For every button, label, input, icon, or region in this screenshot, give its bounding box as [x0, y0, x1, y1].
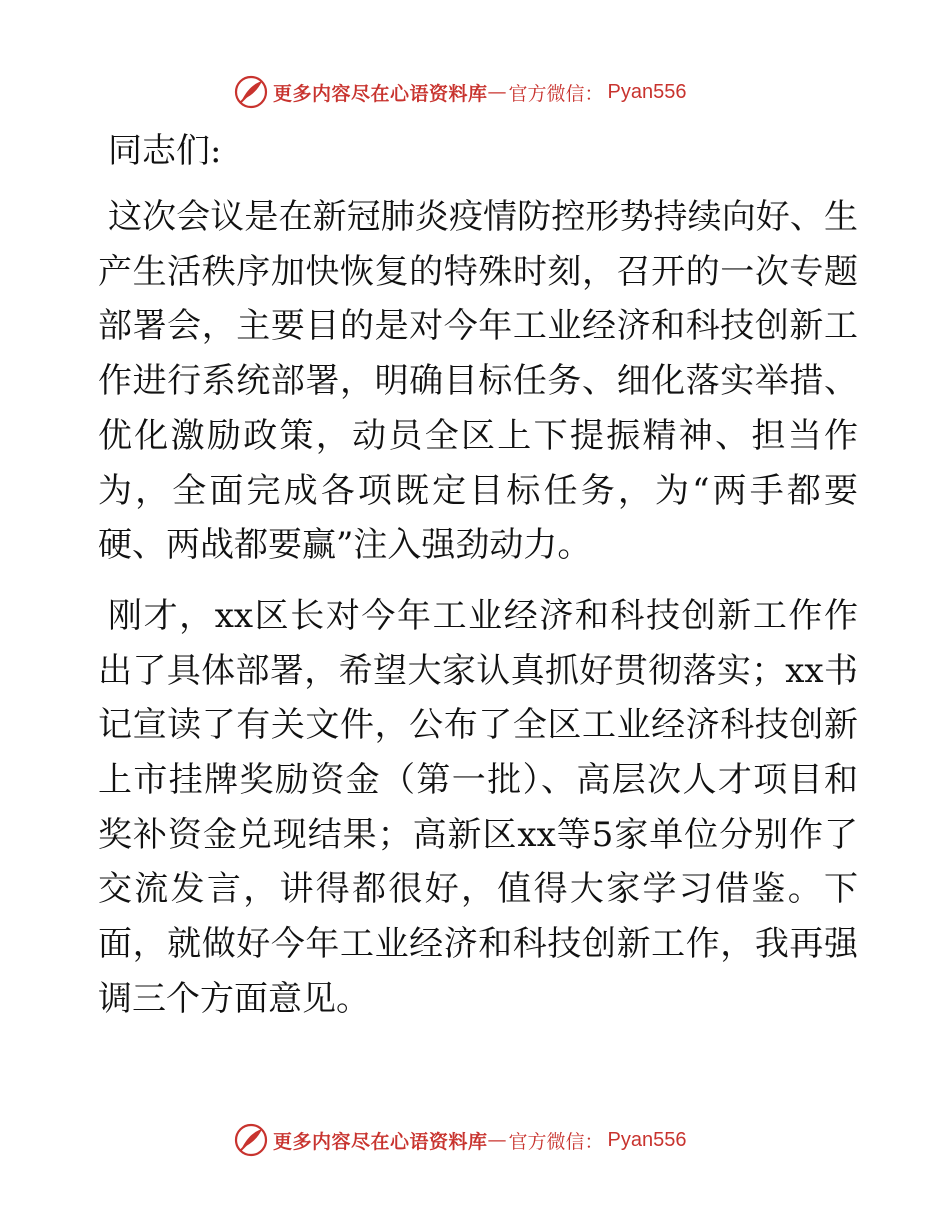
- paragraph-2: 刚才，xx区长对今年工业经济和科技创新工作作出了具体部署，希望大家认真抓好贯彻落实；xx书记宣读了有关文件，公布了全区工业经济科技创新上市挂牌奖励资金（第一批）、高层次人才项目和奖补资金兑现结果；高新区xx等5家单位分别作了交流发言，讲得都很好，值得大家学习借鉴。下面，就做好今年工业经济和科技创新工作，我再强调三个方面意见。: [98, 595, 858, 1019]
- footer-watermark: [233, 1120, 687, 1160]
- document-body: [98, 122, 858, 1043]
- header-watermark: [233, 72, 687, 112]
- watermark-site-text: 更多内容尽在心语资料库: [273, 82, 488, 105]
- watermark-wechat-label: 官方微信：: [508, 1130, 604, 1153]
- feather-logo-icon: [233, 1122, 269, 1158]
- watermark-wechat-label: 官方微信：: [508, 82, 604, 105]
- watermark-wechat-id: Pyan556: [607, 1128, 687, 1151]
- watermark-dash: —: [487, 81, 507, 103]
- feather-logo-icon: [233, 74, 269, 110]
- watermark-wechat-id: Pyan556: [607, 80, 687, 103]
- paragraph-1: 这次会议是在新冠肺炎疫情防控形势持续向好、生产生活秩序加快恢复的特殊时刻，召开的一次专题部署会，主要目的是对今年工业经济和科技创新工作进行系统部署，明确目标任务、细化落实举措、优化激励政策，动员全区上下提振精神、担当作为，全面完成各项既定目标任务，为“两手都要硬、两战都要赢”注入强劲动力。: [98, 197, 858, 566]
- watermark-dash: —: [487, 1129, 507, 1151]
- salutation: 同志们:: [108, 131, 222, 171]
- watermark-site-text: 更多内容尽在心语资料库: [273, 1130, 488, 1153]
